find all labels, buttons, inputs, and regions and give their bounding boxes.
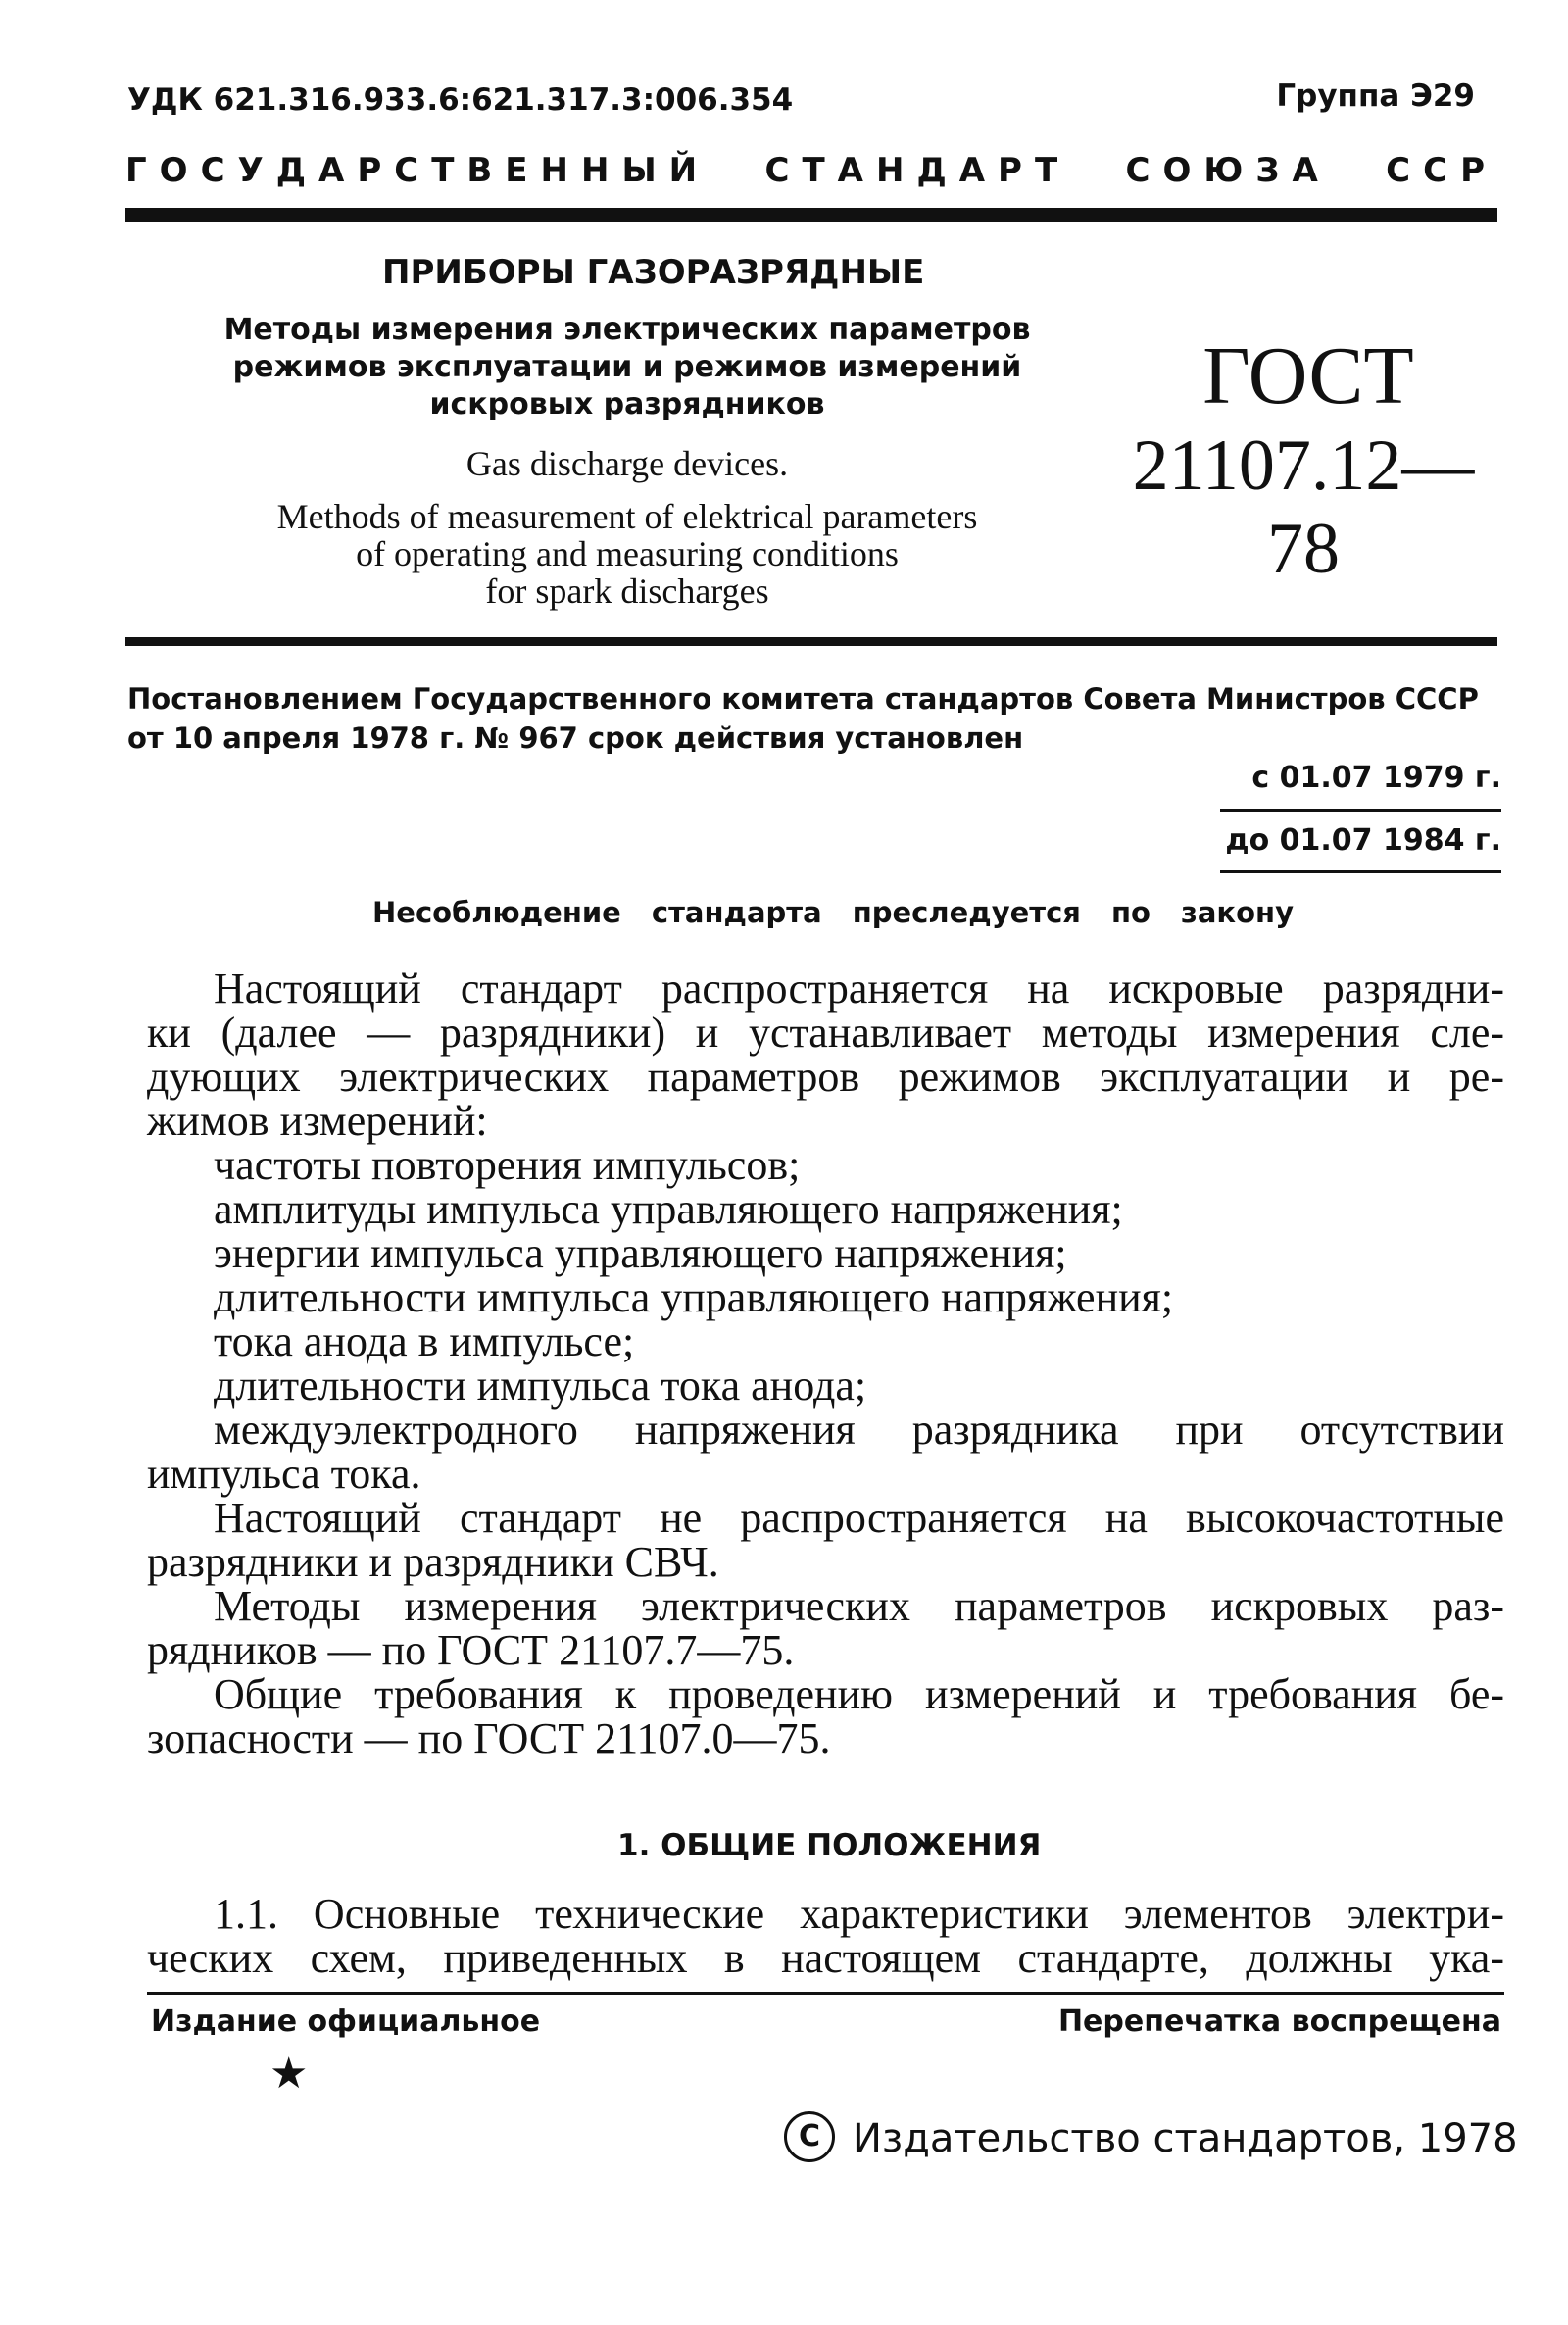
decree-line: от 10 апреля 1978 г. № 967 срок действия установлен <box>127 721 1024 755</box>
decree-text <box>127 679 1499 758</box>
body-line: Методы измерения электрических параметров искровых раз- <box>214 1582 1504 1630</box>
subtitle-ru-line: Методы измерения электрических параметров <box>223 313 1031 347</box>
body-line: ки (далее — разрядники) и устанавливает методы измерения сле- <box>147 1009 1504 1057</box>
copyright-line <box>784 2115 1518 2166</box>
notice-word: преследуется <box>852 896 1081 929</box>
publisher: Издательство стандартов, 1978 <box>853 2116 1518 2161</box>
body-line: зопасности — по ГОСТ 21107.0—75. <box>147 1714 831 1762</box>
state-standard-heading <box>125 151 1497 190</box>
subtitle-ru <box>196 312 1058 423</box>
body-line: 1.1. Основные технические характеристики элементов электри- <box>214 1890 1504 1938</box>
notice-word: по <box>1110 896 1151 929</box>
body-line: разрядники и разрядники СВЧ. <box>147 1538 719 1586</box>
decree-line: Постановлением Государственного комитета стандартов Совета Министров СССР <box>127 682 1479 716</box>
subtitle-en-line: of operating and measuring conditions <box>356 534 899 573</box>
body-line: дующих электрических параметров режимов эксплуатации и ре- <box>147 1053 1504 1101</box>
notice-word: стандарта <box>651 896 822 929</box>
date-rule <box>1220 870 1501 873</box>
title-en: Gas discharge devices. <box>466 444 789 483</box>
section-paragraph <box>147 1892 1504 1980</box>
udc-code: УДК 621.316.933.6:621.317.3:006.354 <box>127 82 794 118</box>
top-thick-rule <box>125 208 1497 222</box>
star-icon: ★ <box>270 2050 309 2098</box>
subtitle-en <box>157 498 1098 610</box>
list-item: длительности импульса управляющего напряжения; <box>214 1273 1174 1321</box>
gost-label: ГОСТ <box>1202 330 1414 421</box>
date-to: до 01.07 1984 г. <box>1225 823 1501 858</box>
edition-label: Издание официальное <box>151 2004 541 2039</box>
non-observance-notice <box>372 896 1294 929</box>
list-item: длительности импульса тока анода; <box>214 1361 867 1410</box>
section-title: 1. ОБЩИЕ ПОЛОЖЕНИЯ <box>617 1828 1042 1863</box>
date-rule <box>1220 809 1501 812</box>
group-code: Группа Э29 <box>1276 78 1475 114</box>
notice-word: закону <box>1181 896 1294 929</box>
body-line: Общие требования к проведению измерений и требования бе- <box>214 1670 1504 1718</box>
subtitle-ru-line: искровых разрядников <box>429 387 825 421</box>
copyright-icon: C <box>784 2111 835 2162</box>
list-item: энергии импульса управляющего напряжения; <box>214 1229 1067 1277</box>
reprint-notice: Перепечатка воспрещена <box>1057 2004 1501 2039</box>
list-item: тока анода в импульсе; <box>214 1317 635 1365</box>
title-ru: ПРИБОРЫ ГАЗОРАЗРЯДНЫЕ <box>382 253 925 292</box>
subtitle-en-line: Methods of measurement of elektrical parameters <box>276 497 978 536</box>
footer-rule <box>147 1992 1504 1995</box>
list-item: импульса тока. <box>147 1450 421 1498</box>
gost-number: 21107.12—78 <box>1132 425 1475 589</box>
title-rule <box>125 637 1497 646</box>
heading-word: ССР <box>1386 151 1497 190</box>
list-item: междуэлектродного напряжения разрядника при отсутствии <box>214 1406 1504 1454</box>
subtitle-ru-line: режимов эксплуатации и режимов измерений <box>232 350 1022 384</box>
heading-word: ГОСУДАРСТВЕННЫЙ <box>125 151 710 190</box>
heading-word: СТАНДАРТ <box>764 151 1071 190</box>
body-line: ческих схем, приведенных в настоящем стандарте, должны ука- <box>147 1934 1504 1982</box>
body-line: жимов измерений: <box>147 1097 488 1145</box>
subtitle-en-line: for spark discharges <box>485 571 769 611</box>
date-from: с 01.07 1979 г. <box>1251 761 1501 795</box>
notice-word: Несоблюдение <box>372 896 621 929</box>
list-item: амплитуды импульса управляющего напряжения; <box>214 1185 1123 1233</box>
body-line: рядников — по ГОСТ 21107.7—75. <box>147 1626 795 1674</box>
body-text <box>147 966 1504 1760</box>
body-line: Настоящий стандарт распространяется на искровые разрядни- <box>214 965 1504 1013</box>
body-line: Настоящий стандарт не распространяется на высокочастотные <box>214 1494 1504 1542</box>
list-item: частоты повторения импульсов; <box>214 1141 801 1189</box>
heading-word: СОЮЗА <box>1125 151 1331 190</box>
